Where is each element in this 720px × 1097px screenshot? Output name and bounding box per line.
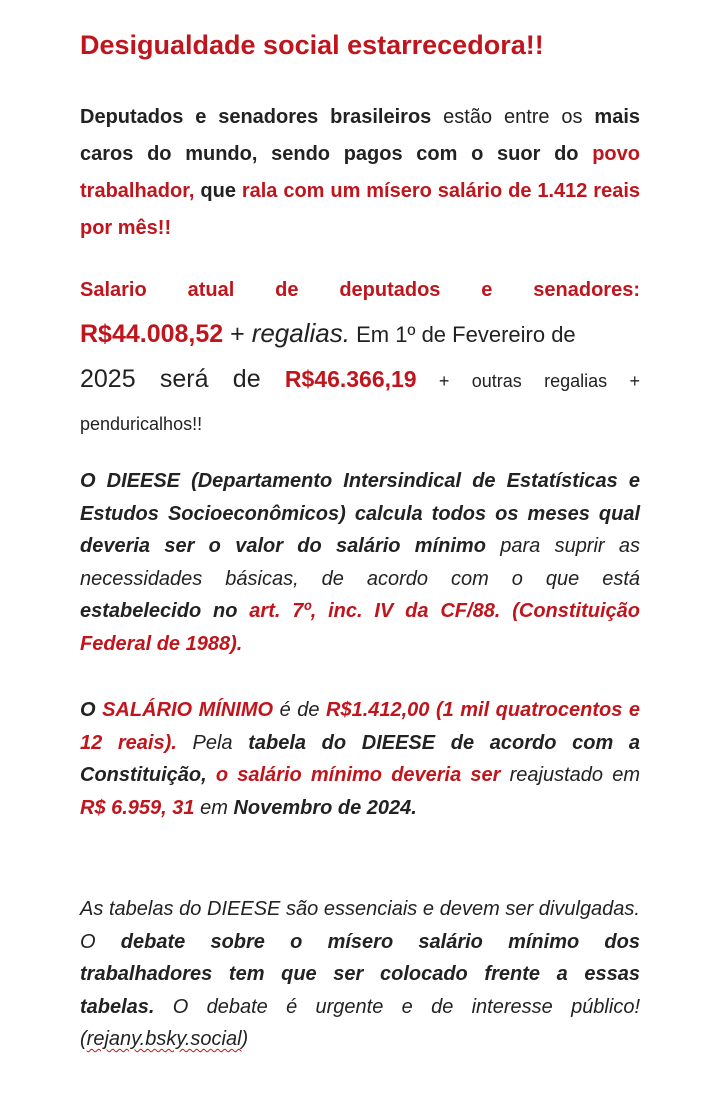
- future-salary-value: R$46.366,19: [284, 366, 417, 392]
- extras-text: + outras regalias + penduricalhos!!: [80, 371, 640, 434]
- mw-dieese-value: R$ 6.959, 31: [80, 796, 195, 819]
- intro-que: que: [194, 180, 242, 202]
- conclusion-text-1: As tabelas do DIEESE são essenciais e devem ser divulgadas. O: [80, 898, 640, 953]
- dieese-name: O DIEESE (Departamento Intersindical de Estatísticas e Estudos Socioeconômicos): [80, 470, 640, 525]
- year-text: 2025 será de: [80, 365, 285, 393]
- intro-text-1: estão entre os: [431, 106, 595, 128]
- intro-people: povo trabalhador,: [80, 143, 640, 202]
- salaries-heading: Salario atual de deputados e senadores:: [80, 279, 640, 301]
- conclusion-text-2: O debate é urgente e de interesse público! (: [80, 995, 640, 1050]
- intro-subject: Deputados e senadores brasileiros: [80, 106, 432, 128]
- dieese-established: estabelecido no: [80, 600, 238, 622]
- conclusion-emphasis: debate sobre o mísero salário mínimo dos trabalhadores tem que ser colocado frente a essas tabelas.: [80, 930, 640, 1018]
- mw-o: O: [80, 699, 103, 721]
- paragraph-conclusion: [80, 893, 640, 1056]
- mw-readjusted: reajustado em: [500, 764, 640, 786]
- mw-value: R$1.412,00 (1 mil quatrocentos e 12 reais).: [80, 699, 640, 754]
- mw-em: em: [194, 796, 234, 819]
- paragraph-dieese: [80, 465, 640, 660]
- paragraph-salaries: [80, 269, 640, 446]
- dieese-calculation: calcula todos os meses qual deveria ser o valor do salário mínimo: [80, 502, 640, 557]
- regalias-text: regalias.: [251, 318, 350, 348]
- mw-is: é de: [273, 699, 326, 721]
- mw-pela: Pela: [176, 731, 249, 754]
- date-text: Em 1º de Fevereiro de: [349, 322, 576, 347]
- dieese-purpose: para suprir as necessidades básicas, de acordo com o que está: [80, 535, 640, 590]
- current-salary-value: R$44.008,52: [80, 320, 224, 348]
- conclusion-close: ): [241, 1028, 249, 1050]
- mw-table: tabela do DIEESE de acordo com a Constituição,: [80, 731, 641, 786]
- intro-salary: rala com um mísero salário de 1.412 reais por mês!!: [80, 180, 640, 239]
- mw-date: Novembro de 2024.: [233, 796, 417, 819]
- author-handle: rejany.bsky.social: [86, 1028, 242, 1050]
- mw-should: o salário mínimo deveria ser: [206, 764, 501, 786]
- mw-label: SALÁRIO MÍNIMO: [102, 699, 274, 721]
- paragraph-minimum-wage: [80, 694, 640, 824]
- constitution-reference: art. 7º, inc. IV da CF/88. (Constituição Federal de 1988).: [80, 600, 640, 655]
- intro-emphasis: mais caros do mundo, sendo pagos com o suor do: [80, 106, 640, 165]
- page-title: Desigualdade social estarrecedora!!: [80, 30, 544, 60]
- salary-plus: +: [223, 320, 252, 348]
- paragraph-intro: [80, 99, 640, 247]
